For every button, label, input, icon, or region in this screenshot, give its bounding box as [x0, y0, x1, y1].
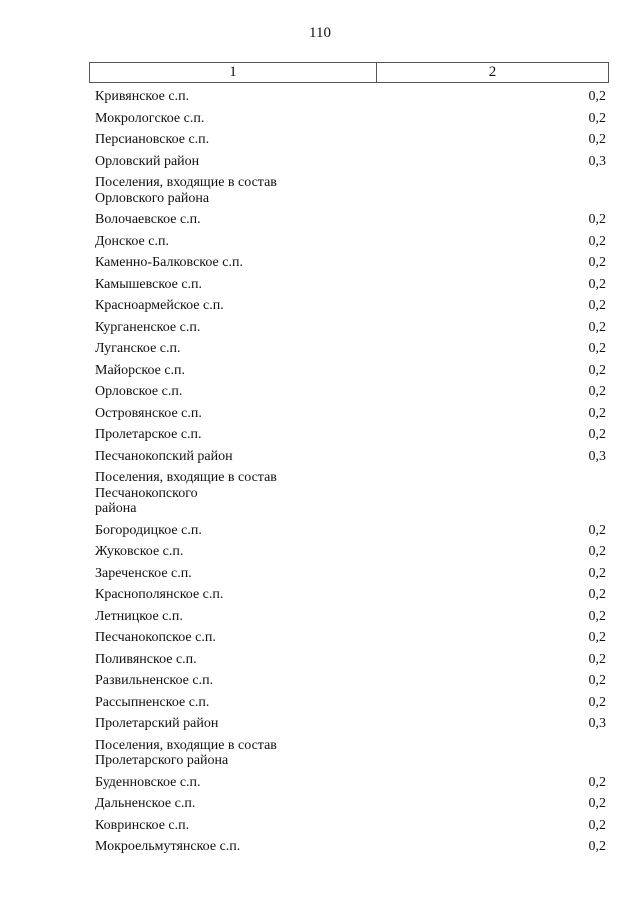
settlement-name: Дальненское с.п.	[95, 796, 196, 811]
settlement-name: Песчанокопский район	[95, 448, 233, 464]
coefficient-value: 0,3	[588, 448, 606, 464]
coefficient-value: 0,2	[588, 608, 606, 624]
coefficient-value: 0,2	[588, 255, 606, 270]
table-row	[95, 209, 606, 231]
settlement-name: Луганское с.п.	[95, 341, 181, 356]
coefficient-value: 0,2	[588, 341, 606, 356]
table-row	[95, 649, 606, 671]
settlement-name: Летницкое с.п.	[95, 608, 183, 624]
settlement-name: Песчанокопское с.п.	[95, 630, 216, 645]
coefficient-value: 0,2	[588, 796, 606, 811]
table-row	[95, 108, 606, 130]
settlement-name: Богородицкое с.п.	[95, 522, 202, 538]
coefficient-value: 0,2	[588, 362, 606, 378]
coefficient-value: 0,2	[588, 233, 606, 249]
table-row	[95, 446, 606, 468]
settlement-name: Поселения, входящие в состав Орловского района	[95, 175, 277, 206]
coefficient-value: 0,2	[588, 427, 606, 442]
coefficient-value: 0,3	[588, 153, 606, 169]
table-row	[95, 317, 606, 339]
coefficient-value: 0,2	[588, 89, 606, 104]
coefficient-value: 0,2	[588, 694, 606, 710]
coefficient-value: 0,2	[588, 276, 606, 292]
settlement-name: Каменно-Балковское с.п.	[95, 255, 243, 270]
table-row	[95, 274, 606, 296]
settlement-name: Развильненское с.п.	[95, 673, 214, 688]
table-row	[95, 467, 606, 520]
table-row	[95, 713, 606, 735]
settlement-name: Мокрологское с.п.	[95, 110, 205, 126]
table-body	[95, 86, 606, 858]
coefficient-value: 0,2	[588, 298, 606, 313]
coefficient-value: 0,2	[588, 630, 606, 645]
settlement-name: Персиановское с.п.	[95, 132, 210, 147]
coefficient-value: 0,2	[588, 774, 606, 790]
settlement-name: Курганенское с.п.	[95, 319, 201, 335]
settlement-name: Поселения, входящие в состав Песчанокопского района	[95, 470, 277, 516]
table-row	[95, 360, 606, 382]
settlement-name: Поливянское с.п.	[95, 651, 197, 667]
table-row	[95, 815, 606, 837]
column-header-1: 1	[90, 63, 377, 82]
coefficient-value: 0,2	[588, 405, 606, 421]
table-row	[95, 86, 606, 108]
coefficient-value: 0,2	[588, 587, 606, 602]
settlement-name: Донское с.п.	[95, 233, 169, 249]
settlement-name: Зареченское с.п.	[95, 565, 192, 581]
table-row	[95, 381, 606, 403]
settlement-name: Орловский район	[95, 153, 200, 169]
coefficient-value: 0,2	[588, 565, 606, 581]
settlement-name: Пролетарское с.п.	[95, 427, 202, 442]
table-row	[95, 627, 606, 649]
settlement-name: Мокроельмутянское с.п.	[95, 839, 241, 854]
table-row	[95, 772, 606, 794]
coefficient-value: 0,2	[588, 522, 606, 538]
settlement-name: Орловское с.п.	[95, 384, 183, 399]
table-header	[89, 62, 609, 83]
table-row	[95, 520, 606, 542]
settlement-name: Майорское с.п.	[95, 362, 186, 378]
coefficient-value: 0,2	[588, 132, 606, 147]
table-row	[95, 735, 606, 772]
coefficient-value: 0,2	[588, 544, 606, 559]
coefficient-value: 0,2	[588, 651, 606, 667]
table-row	[95, 151, 606, 173]
coefficient-value: 0,2	[588, 212, 606, 227]
table-row	[95, 252, 606, 274]
coefficient-value: 0,2	[588, 384, 606, 399]
settlement-name: Кривянское с.п.	[95, 89, 190, 104]
settlement-name: Краснополянское с.п.	[95, 587, 224, 602]
coefficient-value: 0,2	[588, 110, 606, 126]
table-row	[95, 563, 606, 585]
coefficient-value: 0,2	[588, 319, 606, 335]
coefficient-value: 0,2	[588, 673, 606, 688]
coefficient-value: 0,3	[588, 716, 606, 731]
table-row	[95, 403, 606, 425]
settlement-name: Ковринское с.п.	[95, 817, 190, 833]
settlement-name: Красноармейское с.п.	[95, 298, 224, 313]
table-row	[95, 692, 606, 714]
table-row	[95, 670, 606, 692]
coefficient-value: 0,2	[588, 817, 606, 833]
coefficient-value: 0,2	[588, 839, 606, 854]
table-row	[95, 606, 606, 628]
table-row	[95, 793, 606, 815]
page-number: 110	[309, 25, 331, 41]
table-row	[95, 129, 606, 151]
settlement-name: Камышевское с.п.	[95, 276, 203, 292]
settlement-name: Жуковское с.п.	[95, 544, 184, 559]
table-row	[95, 338, 606, 360]
table-row	[95, 295, 606, 317]
table-row	[95, 231, 606, 253]
settlement-name: Буденновское с.п.	[95, 774, 201, 790]
table-row	[95, 172, 606, 209]
table-row	[95, 541, 606, 563]
column-header-2: 2	[488, 64, 497, 80]
table-row	[95, 836, 606, 858]
settlement-name: Волочаевское с.п.	[95, 212, 201, 227]
settlement-name: Островянское с.п.	[95, 405, 202, 421]
settlement-name: Рассыпненское с.п.	[95, 694, 210, 710]
settlement-name: Пролетарский район	[95, 716, 219, 731]
table-row	[95, 424, 606, 446]
settlement-name: Поселения, входящие в состав Пролетарского района	[95, 737, 277, 768]
table-row	[95, 584, 606, 606]
